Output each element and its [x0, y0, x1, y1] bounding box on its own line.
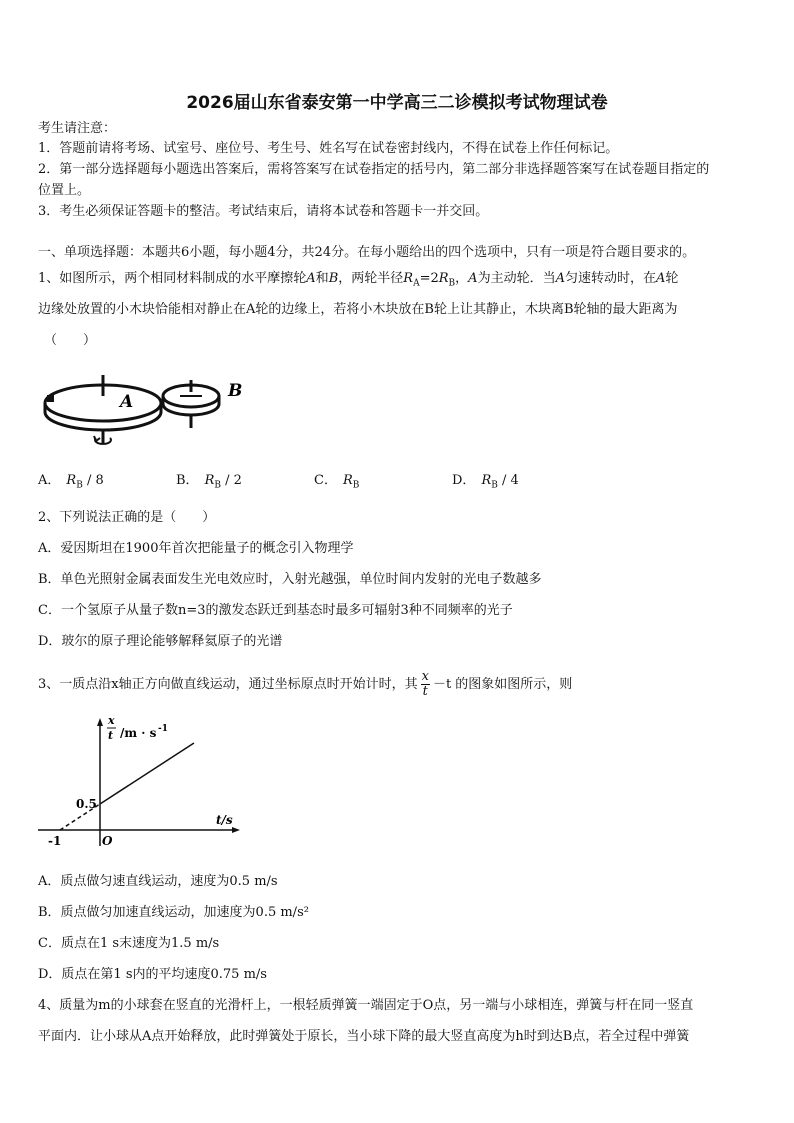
x-axis-label: t/s: [216, 813, 233, 827]
q3-option-a: A．质点做匀速直线运动，速度为0.5 m/s: [38, 874, 278, 889]
rotation-arrow-icon: [94, 436, 100, 441]
q1-text: ，两轮半径: [338, 271, 404, 286]
option-label: A．: [38, 473, 61, 488]
q3-text: 3、一质点沿x轴正方向做直线运动，通过坐标原点时开始计时，其: [38, 677, 418, 692]
q1-var-a: A: [306, 271, 316, 286]
question-4-stem: 4、质量为m的小球套在竖直的光滑杆上，一根轻质弹簧一端固定于O点，另一端与小球相连，弹簧与杆在同一竖直: [38, 998, 694, 1013]
origin-label: O: [102, 834, 113, 848]
option-expr: R: [204, 473, 215, 488]
question-3-stem: [38, 670, 760, 699]
q1-var-rb: R: [438, 271, 449, 286]
q1-option-d: [452, 472, 519, 495]
notice-heading: 考生请注意：: [38, 121, 117, 136]
question-4-stem-cont: 平面内．让小球从A点开始释放，此时弹簧处于原长，当小球下降的最大竖直高度为h时到达B点，若全过程中弹簧: [38, 1029, 690, 1044]
option-label: C．: [314, 473, 337, 488]
q3-fraction: [421, 670, 430, 699]
question-2-stem: 2、下列说法正确的是（ ）: [38, 510, 216, 525]
q3-option-c: C．质点在1 s末速度为1.5 m/s: [38, 936, 220, 951]
q2-option-a: A．爱因斯坦在1900年首次把能量子的概念引入物理学: [38, 541, 354, 556]
option-tail: / 2: [225, 473, 242, 488]
question-1-stem-cont: 边缘处放置的小木块恰能相对静止在A轮的边缘上，若将小木块放在B轮上让其静止，木块离B轮轴的最大距离为: [38, 302, 678, 317]
q1-option-c: [314, 472, 359, 495]
fraction-num: x: [421, 669, 429, 684]
q1-var-a: A: [655, 271, 666, 286]
q2-option-b: B．单色光照射金属表面发生光电效应时，入射光越强，单位时间内发射的光电子数越多: [38, 572, 542, 587]
q1-text: ，: [455, 271, 469, 286]
q1-text: 1、如图所示，两个相同材料制成的水平摩擦轮: [38, 271, 307, 286]
q1-option-b: [176, 472, 242, 495]
q1-text: 匀速转动时，在: [564, 271, 656, 286]
option-sub: B: [491, 480, 498, 491]
friction-wheels-figure: [38, 360, 258, 458]
x-intercept-label: -1: [48, 834, 62, 848]
q1-sub-a: A: [413, 278, 420, 289]
wheel-a-label: A: [120, 392, 134, 412]
q3-option-b: B．质点做匀加速直线运动，加速度为0.5 m/s²: [38, 905, 309, 920]
q2-option-c: C．一个氢原子从量子数n=3的激发态跃迁到基态时最多可辐射3种不同频率的光子: [38, 603, 513, 618]
xt-t-graph: [36, 712, 246, 852]
q1-sub-b: B: [448, 278, 456, 289]
q3-text: －t 的图象如图所示，则: [432, 677, 573, 692]
q1-text: =2: [419, 271, 439, 286]
option-sub: B: [352, 480, 360, 491]
notice-item: 位置上。: [38, 183, 91, 198]
option-sub: B: [76, 480, 83, 491]
option-label: B．: [176, 473, 199, 488]
option-label: D．: [452, 473, 476, 488]
y-axis-arrow-icon: [97, 718, 103, 726]
question-1-stem: [38, 270, 760, 293]
q1-var-ra: R: [403, 271, 414, 286]
y-unit: /m · s: [120, 726, 157, 740]
option-expr: R: [481, 473, 492, 488]
wooden-block: [47, 395, 54, 402]
q1-var-b: B: [328, 271, 339, 286]
section-heading: 一、单项选择题：本题共6小题，每小题4分，共24分。在每小题给出的四个选项中，只有一项是符合题目要求的。: [38, 245, 696, 260]
graph-line: [100, 743, 194, 804]
fraction-den: t: [422, 684, 428, 699]
q1-var-a: A: [555, 271, 565, 286]
option-expr: R: [342, 473, 353, 488]
y-label-num: x: [108, 714, 115, 727]
option-expr: R: [66, 473, 77, 488]
wheel-b-label: B: [228, 381, 243, 401]
option-sub: B: [214, 480, 221, 491]
y-intercept-label: 0.5: [76, 797, 97, 811]
y-label-den: t: [108, 729, 114, 742]
q1-text: 轮: [665, 271, 679, 286]
notice-item: 2．第一部分选择题每小题选出答案后，需将答案写在试卷指定的括号内，第二部分非选择题答案写在试卷题目指定的: [38, 162, 710, 177]
page-title: 2026届山东省泰安第一中学高三二诊模拟考试物理试卷: [186, 93, 608, 113]
notice-item: 1．答题前请将考场、试室号、座位号、考生号、姓名写在试卷密封线内，不得在试卷上作任何标记。: [38, 141, 619, 156]
q1-var-a: A: [468, 271, 478, 286]
y-unit-sup: -1: [158, 724, 168, 734]
q3-option-d: D．质点在第1 s内的平均速度0.75 m/s: [38, 967, 267, 982]
option-tail: / 4: [502, 473, 519, 488]
answer-paren: （ ）: [44, 333, 97, 348]
x-axis-arrow-icon: [232, 827, 240, 833]
option-tail: / 8: [86, 473, 104, 488]
q1-option-a: [38, 472, 104, 495]
q1-text: 为主动轮．当: [477, 271, 556, 286]
q2-option-d: D．玻尔的原子理论能够解释氦原子的光谱: [38, 634, 283, 649]
q1-text: 和: [315, 271, 329, 286]
notice-item: 3．考生必须保证答题卡的整洁。考试结束后，请将本试卷和答题卡一并交回。: [38, 204, 489, 219]
